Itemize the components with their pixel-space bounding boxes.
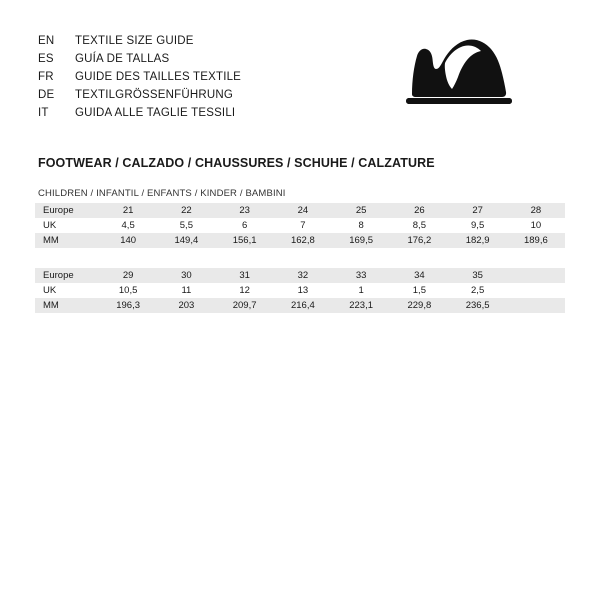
language-row [38, 104, 241, 122]
row-label: MM [35, 233, 99, 248]
table-cell: 162,8 [274, 233, 332, 248]
table-cell: 21 [99, 203, 157, 218]
language-row [38, 32, 241, 50]
language-title: GUÍA DE TALLAS [75, 53, 170, 65]
table-cell: 26 [390, 203, 448, 218]
table-cell: 203 [157, 298, 215, 313]
table-cell: 236,5 [449, 298, 507, 313]
table-cell: 182,9 [449, 233, 507, 248]
table-row [35, 203, 565, 218]
language-code: FR [38, 71, 54, 83]
header [38, 32, 562, 122]
language-row [38, 86, 241, 104]
subsection-title: CHILDREN / INFANTIL / ENFANTS / KINDER / BAMBINI [38, 188, 286, 199]
table-cell: 34 [390, 268, 448, 283]
language-code: ES [38, 53, 54, 65]
table-cell: 29 [99, 268, 157, 283]
size-table-children-2 [35, 268, 565, 313]
table-cell: 1,5 [390, 283, 448, 298]
table-cell: 4,5 [99, 218, 157, 233]
table-row [35, 283, 565, 298]
table-cell: 12 [216, 283, 274, 298]
table-cell [507, 298, 565, 313]
section-title: FOOTWEAR / CALZADO / CHAUSSURES / SCHUHE / CALZATURE [38, 156, 435, 170]
table-cell: 30 [157, 268, 215, 283]
table-cell: 189,6 [507, 233, 565, 248]
language-code: IT [38, 107, 49, 119]
shoe-icon [404, 36, 516, 106]
table-cell: 13 [274, 283, 332, 298]
table-cell: 8 [332, 218, 390, 233]
table-cell: 229,8 [390, 298, 448, 313]
table-cell: 10 [507, 218, 565, 233]
row-label: MM [35, 298, 99, 313]
table-cell: 1 [332, 283, 390, 298]
row-label: Europe [35, 268, 99, 283]
table-cell: 31 [216, 268, 274, 283]
row-label: Europe [35, 203, 99, 218]
table-cell: 33 [332, 268, 390, 283]
table-row [35, 233, 565, 248]
language-title: GUIDE DES TAILLES TEXTILE [75, 71, 242, 83]
language-title: TEXTILGRÖSSENFÜHRUNG [75, 89, 233, 101]
table-cell: 25 [332, 203, 390, 218]
table-cell: 140 [99, 233, 157, 248]
table-row [35, 298, 565, 313]
table-cell: 216,4 [274, 298, 332, 313]
table-cell: 35 [449, 268, 507, 283]
language-code: EN [38, 35, 55, 47]
table-cell: 156,1 [216, 233, 274, 248]
language-title: GUIDA ALLE TAGLIE TESSILI [75, 107, 236, 119]
table-cell: 169,5 [332, 233, 390, 248]
size-table-children-1 [35, 203, 565, 248]
table-cell: 11 [157, 283, 215, 298]
language-title: TEXTILE SIZE GUIDE [75, 35, 194, 47]
table-cell: 10,5 [99, 283, 157, 298]
table-cell: 5,5 [157, 218, 215, 233]
row-label: UK [35, 283, 99, 298]
table-cell: 2,5 [449, 283, 507, 298]
table-cell: 149,4 [157, 233, 215, 248]
table-cell: 209,7 [216, 298, 274, 313]
language-code: DE [38, 89, 55, 101]
table-row [35, 268, 565, 283]
table-cell: 23 [216, 203, 274, 218]
table-cell: 9,5 [449, 218, 507, 233]
table-cell: 28 [507, 203, 565, 218]
table-cell [507, 268, 565, 283]
language-row [38, 50, 241, 68]
table-cell: 6 [216, 218, 274, 233]
table-cell: 8,5 [390, 218, 448, 233]
table-cell: 7 [274, 218, 332, 233]
table-cell: 223,1 [332, 298, 390, 313]
table-cell [507, 283, 565, 298]
language-list [38, 32, 241, 122]
table-cell: 196,3 [99, 298, 157, 313]
table-cell: 32 [274, 268, 332, 283]
language-row [38, 68, 241, 86]
table-cell: 24 [274, 203, 332, 218]
table-cell: 27 [449, 203, 507, 218]
table-cell: 22 [157, 203, 215, 218]
table-row [35, 218, 565, 233]
row-label: UK [35, 218, 99, 233]
table-cell: 176,2 [390, 233, 448, 248]
